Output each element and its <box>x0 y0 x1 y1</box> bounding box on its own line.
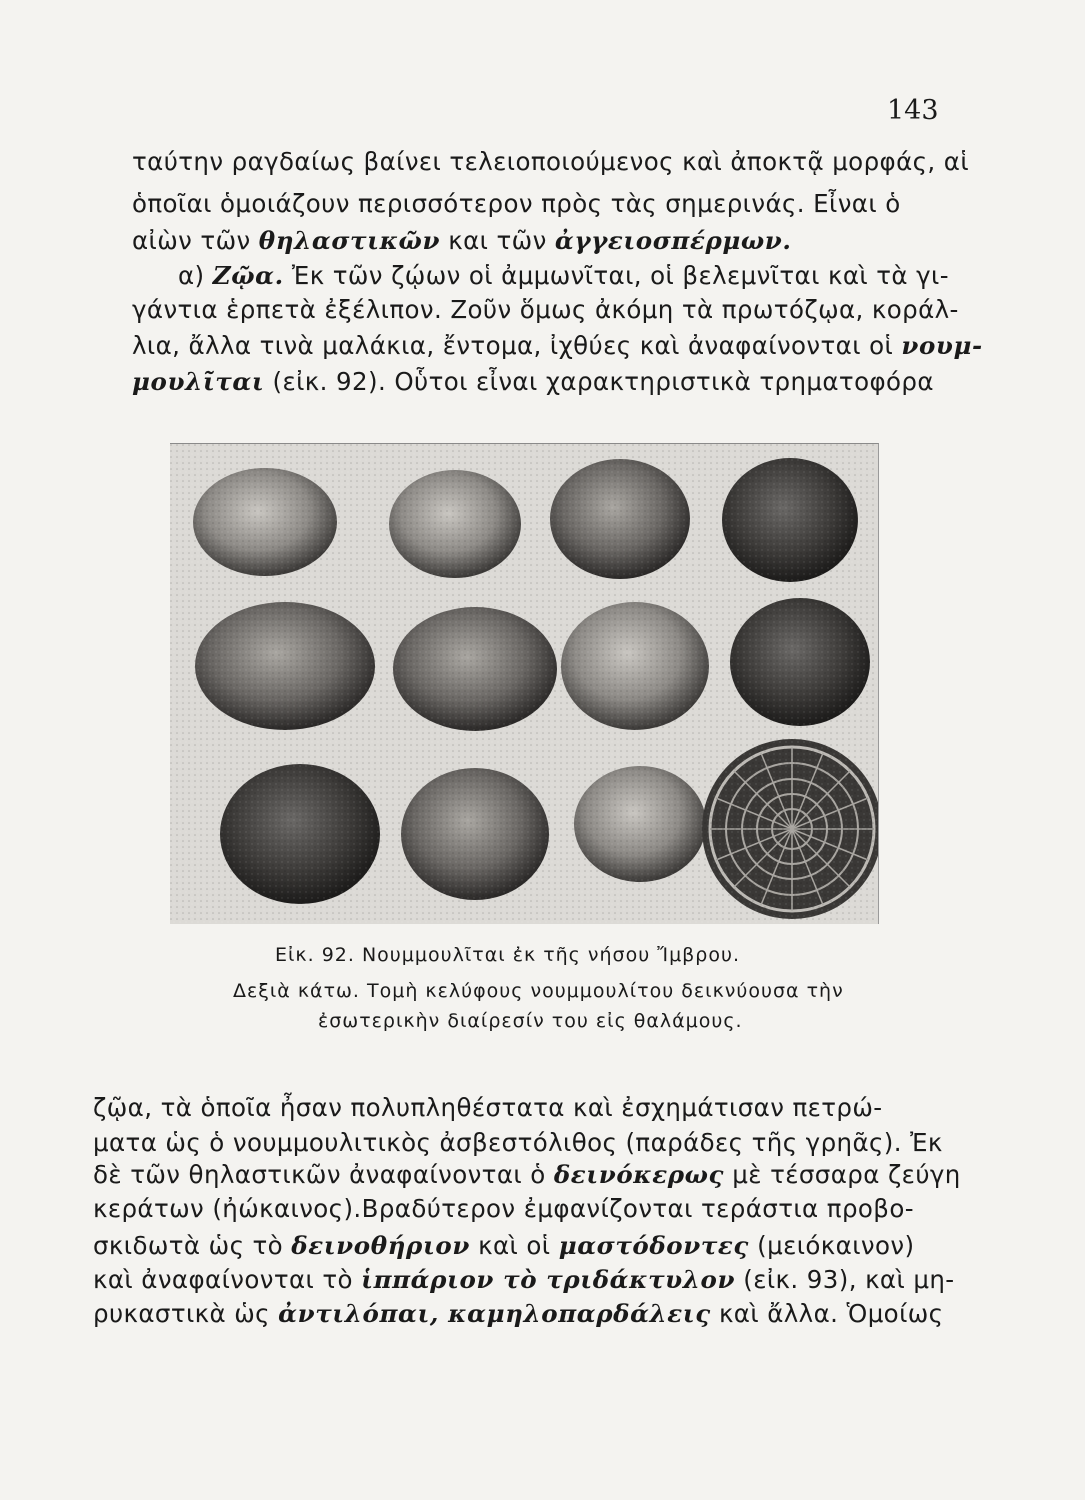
text-segment: α) <box>178 261 213 290</box>
text-segment: καὶ ἄλλα. Ὁμοίως <box>710 1299 944 1328</box>
bold-term: νουμ- <box>901 331 983 360</box>
text-line <box>132 331 983 361</box>
text-line <box>132 226 792 256</box>
nummulites-photo <box>170 443 879 924</box>
text-line <box>93 1299 943 1329</box>
text-line: ματα ὡς ὁ νουμμουλιτικὸς ἀσβεστόλιθος (παράδες τῆς γρηᾶς). Ἐκ <box>93 1128 943 1157</box>
bold-term: δεινοθήριον <box>291 1231 470 1260</box>
text-segment: Ἐκ τῶν ζῴων οἱ ἀμμωνῖται, οἱ βελεμνῖται καὶ τὰ γι- <box>283 261 949 290</box>
text-segment: δὲ τῶν θηλαστικῶν ἀναφαίνονται ὁ <box>93 1160 554 1189</box>
text-segment: (εἰκ. 92). Οὗτοι εἶναι χαρακτηριστικὰ τρηματοφόρα <box>264 367 934 396</box>
text-segment: μὲ τέσσαρα ζεύγη <box>724 1160 961 1189</box>
bold-term: ἀγγειοσπέρμων. <box>554 226 792 255</box>
bold-term: ἱππάριον τὸ τριδάκτυλον <box>361 1265 736 1294</box>
text-segment: αἰὼν τῶν <box>132 226 259 255</box>
text-segment: (εἰκ. 93), καὶ μη- <box>735 1265 955 1294</box>
text-line <box>93 1231 914 1261</box>
text-line: κεράτων (ἠώκαινος).Βραδύτερον ἐμφανίζονται τεράστια προβο- <box>93 1194 914 1223</box>
bold-term: δεινόκερως <box>553 1160 725 1189</box>
text-segment: (μειόκαινον) <box>748 1231 915 1260</box>
bold-term: μουλῖται <box>132 367 265 396</box>
text-line: ταύτην ραγδαίως βαίνει τελειοποιούμενος καὶ ἀποκτᾷ μορφάς, αἱ <box>132 147 970 176</box>
photo-illustration <box>170 444 878 924</box>
figure-caption-line: ἐσωτερικὴν διαίρεσίν του εἰς θαλάμους. <box>318 1010 743 1032</box>
bold-term: μαστόδοντες <box>558 1231 749 1260</box>
figure-caption-line: Δεξιὰ κάτω. Τομὴ κελύφους νουμμουλίτου δεικνύουσα τὴν <box>233 980 844 1002</box>
text-line <box>93 1265 955 1295</box>
text-segment: λια, ἄλλα τινὰ μαλάκια, ἔντομα, ἰχθύες καὶ ἀναφαίνονται οἱ <box>132 331 902 360</box>
text-line: γάντια ἑρπετὰ ἐξέλιπον. Ζοῦν ὅμως ἀκόμη τὰ πρωτόζῳα, κοράλ- <box>132 295 959 324</box>
text-line <box>132 367 934 397</box>
bold-term: θηλαστικῶν <box>258 226 441 255</box>
bold-term: Ζῷα. <box>212 261 284 290</box>
figure-caption-title: Εἰκ. 92. Νουμμουλῖται ἐκ τῆς νήσου Ἴμβρου. <box>275 944 741 966</box>
text-line: ζῷα, τὰ ὁποῖα ἦσαν πολυπληθέστατα καὶ ἐσχημάτισαν πετρώ- <box>93 1093 883 1122</box>
text-line <box>93 1160 961 1190</box>
text-segment: καὶ ἀναφαίνονται τὸ <box>93 1265 362 1294</box>
text-segment: και τῶν <box>440 226 555 255</box>
bold-term: ἀντιλόπαι, καμηλοπαρδάλεις <box>278 1299 711 1328</box>
text-segment: σκιδωτὰ ὡς τὸ <box>93 1231 292 1260</box>
text-line: ὁποῖαι ὁμοιάζουν περισσότερον πρὸς τὰς σημερινάς. Εἶναι ὁ <box>132 189 901 218</box>
text-segment: ρυκαστικὰ ὡς <box>93 1299 279 1328</box>
text-segment: καὶ οἱ <box>469 1231 559 1260</box>
text-line <box>178 261 949 291</box>
page-number: 143 <box>887 95 939 126</box>
